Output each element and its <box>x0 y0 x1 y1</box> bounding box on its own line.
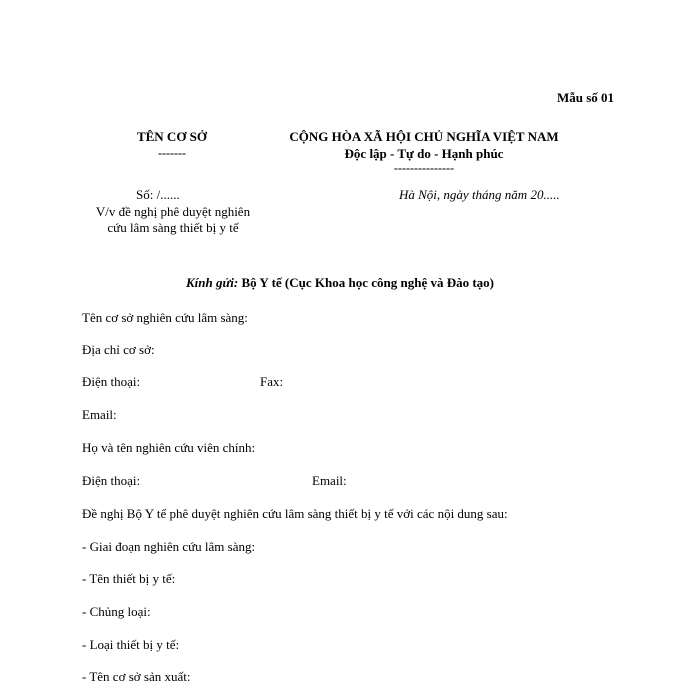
form-code: Mẫu số 01 <box>557 90 615 105</box>
device-class-label: - Loại thiết bị y tế: <box>82 637 180 652</box>
document-number: Số: /...... <box>136 187 180 202</box>
phone-label: Điện thoại: <box>82 374 141 389</box>
email-label: Email: <box>82 407 117 422</box>
country-name: CỘNG HÒA XÃ HỘI CHỦ NGHĨA VIỆT NAM <box>289 129 559 144</box>
motto: Độc lập - Tự do - Hạnh phúc <box>344 146 504 161</box>
manufacturer-label: - Tên cơ sở sản xuất: <box>82 669 191 684</box>
place-date: Hà Nội, ngày tháng năm 20..... <box>399 187 560 202</box>
facility-name-label: Tên cơ sở nghiên cứu lâm sàng: <box>82 310 248 325</box>
motto-dashes: --------------- <box>394 161 454 175</box>
addressee-label: Kính gửi: <box>186 275 239 290</box>
org-name: TÊN CƠ SỞ <box>136 129 208 144</box>
type-label: - Chủng loại: <box>82 604 151 619</box>
investigator-phone-label: Điện thoại: <box>82 473 141 488</box>
device-name-label: - Tên thiết bị y tế: <box>82 571 176 586</box>
address-label: Địa chỉ cơ sở: <box>82 342 155 357</box>
org-dashes: ------- <box>158 146 186 160</box>
investigator-email-label: Email: <box>312 473 347 488</box>
investigator-label: Họ và tên nghiên cứu viên chính: <box>82 440 256 455</box>
subject-line-2: cứu lâm sàng thiết bị y tế <box>107 220 239 235</box>
subject-line-1: V/v đề nghị phê duyệt nghiên <box>95 204 251 219</box>
phase-label: - Giai đoạn nghiên cứu lâm sàng: <box>82 539 256 554</box>
addressee-text: Bộ Y tế (Cục Khoa học công nghệ và Đào tạo) <box>241 275 495 290</box>
addressee <box>186 275 494 291</box>
fax-label: Fax: <box>260 374 284 389</box>
request-text: Đề nghị Bộ Y tế phê duyệt nghiên cứu lâm sàng thiết bị y tế với các nội dung sau: <box>82 506 508 521</box>
